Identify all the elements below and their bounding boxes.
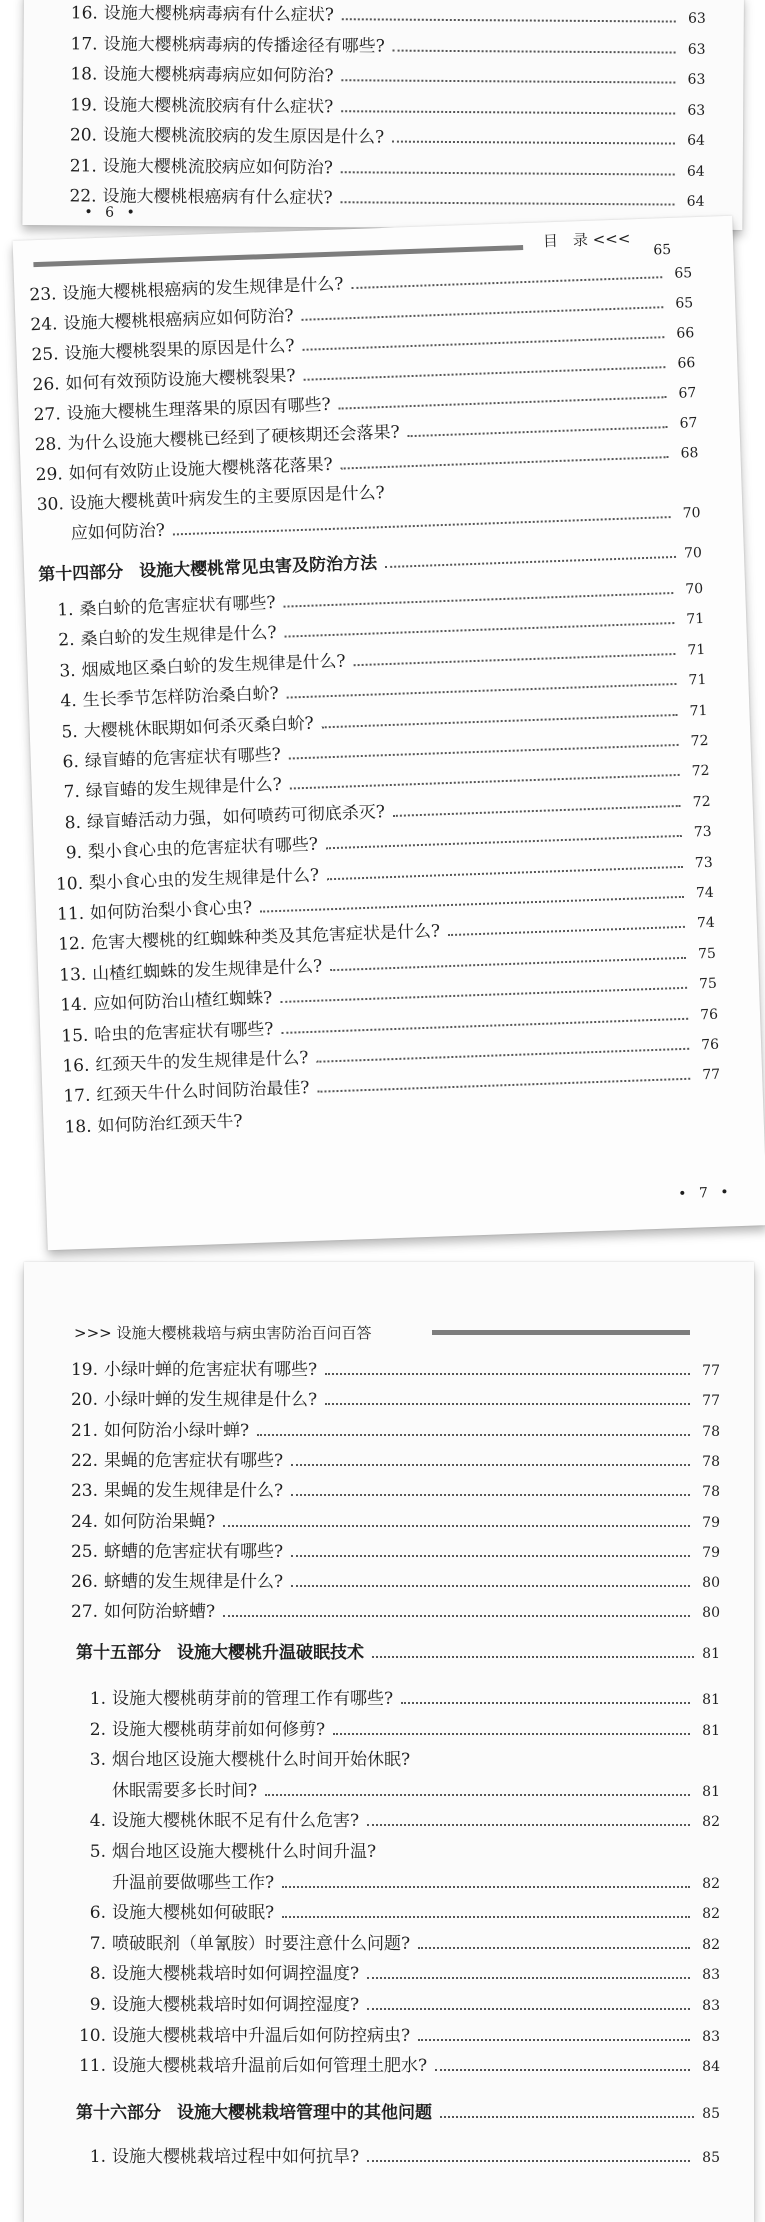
- page-folio: • 6 •: [84, 204, 139, 221]
- entry-number: 24.: [30, 314, 58, 336]
- toc-entry: [72, 2146, 720, 2169]
- dot-leader: [342, 18, 676, 22]
- entry-title: 设施大樱桃萌芽前的管理工作有哪些?: [112, 1689, 394, 1709]
- entry-page-number: 63: [687, 71, 706, 88]
- dot-leader: [392, 141, 675, 145]
- toc-entry: [64, 1389, 720, 1412]
- entry-page-number: 67: [679, 415, 698, 432]
- dot-leader: [287, 683, 677, 699]
- entry-page-number: 63: [687, 41, 706, 58]
- entry-number: 17.: [63, 1086, 91, 1108]
- entry-page-number: 71: [686, 611, 705, 628]
- toc-entry: [64, 1571, 720, 1594]
- dot-leader: [341, 79, 675, 83]
- entry-number: 16.: [62, 1055, 90, 1077]
- entry-number: 1.: [89, 1689, 106, 1709]
- dot-leader: [418, 2039, 690, 2041]
- dot-leader: [341, 110, 675, 114]
- dot-leader: [367, 1824, 690, 1826]
- entry-title: 烟台地区设施大樱桃什么时间开始休眠?: [112, 1750, 411, 1771]
- entry-number: 30.: [36, 494, 65, 516]
- entry-title: 设施大樱桃休眠不足有什么危害?: [112, 1811, 360, 1832]
- dot-leader: [260, 896, 684, 913]
- entry-page-number: 81: [702, 1783, 720, 1800]
- toc-page-7: [13, 216, 765, 1251]
- entry-title: 如何防治小绿叶蝉?: [104, 1420, 250, 1441]
- dot-leader: [354, 653, 676, 666]
- entry-number: 5.: [89, 1842, 106, 1862]
- entry-number: 26.: [70, 1572, 98, 1593]
- entry-title: 设施大樱桃栽培升温前后如何管理土肥水?: [112, 2056, 428, 2077]
- dot-leader: [303, 336, 665, 351]
- entry-title: 应如何防治山楂红蜘蛛?: [92, 988, 273, 1015]
- entry-number: 10.: [78, 2025, 106, 2046]
- dot-leader: [318, 1078, 691, 1093]
- part-label: 第十六部分: [76, 2103, 161, 2123]
- dot-leader: [284, 592, 674, 608]
- entry-title: 设施大樱桃生理落果的原因有哪些?: [66, 394, 331, 425]
- entry-page-number: 65: [675, 295, 694, 312]
- dot-leader: [282, 1886, 690, 1888]
- entry-number: 29.: [35, 464, 64, 486]
- entry-number: 12.: [57, 934, 86, 956]
- entry-number: 8.: [64, 812, 82, 834]
- entry-page-number: 63: [687, 102, 706, 119]
- entry-page-number: 75: [698, 975, 718, 993]
- entry-page-number: 74: [696, 915, 716, 932]
- dot-leader: [341, 456, 669, 469]
- entry-number: 22.: [70, 1450, 98, 1471]
- part-label: 第十五部分: [76, 1643, 161, 1663]
- entry-title: 设施大樱桃栽培过程中如何抗旱?: [112, 2147, 360, 2167]
- toc-entry: [72, 2055, 720, 2078]
- dot-leader: [385, 556, 676, 568]
- entry-page-number: 83: [702, 1967, 720, 1984]
- entry-number: 2.: [89, 1719, 106, 1740]
- entry-number: 19.: [70, 94, 98, 116]
- entry-number: 16.: [70, 3, 98, 24]
- entry-page-number: 64: [686, 193, 705, 210]
- entry-number: 9.: [65, 843, 83, 864]
- entry-number: 10.: [55, 873, 84, 895]
- entry-title: 如何防治红颈天牛?: [97, 1111, 243, 1137]
- entry-page-number: 82: [702, 1906, 720, 1923]
- entry-number: 15.: [60, 1025, 89, 1047]
- dot-leader: [289, 744, 679, 760]
- entry-page-number: 78: [702, 1453, 720, 1470]
- entry-page-number: 76: [700, 1036, 720, 1054]
- entry-page-number: 85: [702, 2150, 720, 2166]
- entry-number: 25.: [70, 1541, 98, 1562]
- entry-page-number: 73: [694, 854, 713, 872]
- entry-page-number: 80: [702, 1605, 720, 1622]
- entry-title: 山楂红蜘蛛的发生规律是什么?: [91, 956, 323, 985]
- entry-title: 蛴螬的发生规律是什么?: [104, 1572, 284, 1593]
- entry-title: 设施大樱桃根癌病有什么症状?: [102, 186, 333, 209]
- entry-number: 3.: [59, 660, 76, 682]
- entry-page-number: 76: [699, 1006, 719, 1023]
- part-title: 设施大樱桃常见虫害及防治方法: [138, 553, 378, 582]
- entry-page-number: 66: [676, 325, 695, 342]
- dot-leader: [339, 396, 667, 409]
- toc-entry: [63, 155, 705, 182]
- entry-number: 25.: [31, 344, 59, 366]
- toc-entry: [62, 185, 704, 212]
- toc-entry: [72, 1688, 720, 1711]
- entry-number: 2.: [58, 630, 75, 651]
- entry-number: 4.: [60, 691, 78, 712]
- entry-title: 绿盲蝽的危害症状有哪些?: [84, 744, 282, 772]
- entry-title: 危害大樱桃的红蜘蛛种类及其危害症状是什么?: [90, 921, 441, 954]
- toc-entry: [64, 1480, 720, 1503]
- entry-page-number: 68: [680, 445, 699, 462]
- toc-entry: [64, 1541, 720, 1564]
- entry-page-number: 63: [687, 10, 706, 27]
- dot-leader: [281, 1017, 688, 1033]
- entry-page-number: 71: [689, 702, 708, 720]
- part-page-number: 81: [702, 1646, 720, 1662]
- toc-entry: [64, 1601, 720, 1624]
- part-title: 设施大樱桃栽培管理中的其他问题: [177, 2103, 432, 2123]
- entry-title: 生长季节怎样防治桑白蚧?: [82, 684, 280, 711]
- toc-entry: [63, 94, 705, 121]
- entry-title: 设施大樱桃病毒病应如何防治?: [103, 64, 334, 87]
- entry-page-number: 67: [678, 385, 697, 402]
- part-heading: [76, 1642, 720, 1665]
- dot-leader: [282, 1916, 690, 1918]
- entry-page-number: 71: [688, 672, 707, 689]
- entry-title: 设施大樱桃根癌病应如何防治?: [63, 306, 294, 335]
- toc-entry: [64, 33, 706, 60]
- dot-leader: [352, 276, 663, 289]
- entry-title: 果蝇的危害症状有哪些?: [104, 1450, 284, 1471]
- entry-title: 设施大樱桃流胶病的发生原因是什么?: [102, 125, 385, 148]
- dot-leader: [448, 926, 685, 936]
- entry-number: 27.: [70, 1602, 98, 1623]
- dot-leader: [393, 49, 676, 53]
- entry-number: 18.: [70, 64, 98, 85]
- entry-page-number: 83: [702, 2028, 720, 2045]
- entry-number: 11.: [78, 2056, 106, 2077]
- dot-leader: [435, 2069, 690, 2071]
- entry-number: 1.: [89, 2147, 106, 2167]
- header-rule: [432, 1330, 690, 1335]
- entry-title: 如何防治蛴螬?: [104, 1602, 216, 1623]
- dot-leader: [327, 865, 683, 879]
- entry-page-number: 77: [702, 1363, 720, 1379]
- dot-leader: [372, 1656, 694, 1658]
- entry-page-number: 78: [702, 1484, 720, 1501]
- entry-title: 红颈天牛什么时间防治最佳?: [96, 1078, 310, 1106]
- dot-leader: [367, 2008, 690, 2010]
- entry-title: 设施大樱桃病毒病的传播途径有哪些?: [103, 34, 385, 57]
- entry-page-number: 79: [702, 1514, 720, 1531]
- dot-leader: [265, 1794, 690, 1796]
- entry-title: 应如何防治?: [70, 520, 166, 545]
- entry-number: 4.: [89, 1811, 106, 1832]
- entry-title: 大樱桃休眠期如何杀灭桑白蚧?: [83, 713, 315, 742]
- entry-number: 18.: [64, 1116, 92, 1138]
- entry-title: 设施大樱桃根癌病的发生规律是什么?: [62, 274, 344, 305]
- dot-leader: [285, 622, 675, 638]
- entry-title: 设施大樱桃栽培时如何调控湿度?: [112, 1995, 360, 2015]
- entry-title: 喷破眠剂（单氰胺）时要注意什么问题?: [112, 1933, 411, 1954]
- entry-number: 20.: [70, 1390, 98, 1411]
- entry-title: 设施大樱桃萌芽前如何修剪?: [112, 1719, 326, 1740]
- entry-number: 20.: [69, 125, 98, 146]
- dot-leader: [291, 1585, 690, 1587]
- toc-entry: [72, 2025, 720, 2048]
- running-header: 目 录 <<<: [542, 229, 631, 251]
- toc-entry: [72, 1719, 720, 1742]
- toc-page-6: [22, 0, 744, 230]
- entry-title: 设施大樱桃流胶病应如何防治?: [102, 156, 333, 178]
- entry-title: 升温前要做哪些工作?: [112, 1872, 275, 1893]
- entry-number: 1.: [56, 599, 74, 621]
- entry-title: 哈虫的危害症状有哪些?: [94, 1018, 274, 1046]
- entry-number: 21.: [69, 155, 97, 177]
- entry-page-number: 72: [690, 732, 709, 750]
- entry-page-number: 83: [702, 1998, 720, 2014]
- dot-leader: [302, 306, 664, 321]
- entry-number: 23.: [29, 284, 57, 306]
- dot-leader: [291, 1555, 690, 1557]
- toc-entry: [72, 1994, 720, 2017]
- dot-leader: [173, 516, 671, 535]
- header-rule: [33, 245, 523, 267]
- part-heading: [76, 2102, 720, 2125]
- toc-entry: [63, 63, 705, 90]
- toc-entry: [72, 1902, 720, 1925]
- entry-title: 烟台地区设施大樱桃什么时间升温?: [112, 1842, 377, 1862]
- dot-leader: [223, 1525, 690, 1527]
- entry-title: 梨小食心虫的危害症状有哪些?: [87, 834, 319, 863]
- entry-number: 26.: [32, 374, 60, 396]
- dot-leader: [325, 1373, 690, 1375]
- dot-leader: [291, 1464, 690, 1466]
- entry-page-number: 79: [702, 1544, 720, 1561]
- dot-leader: [304, 366, 666, 381]
- toc-entry: [72, 1963, 720, 1986]
- entry-page-number: 72: [691, 763, 710, 780]
- dot-leader: [393, 805, 681, 817]
- dot-leader: [367, 1977, 690, 1979]
- dot-leader: [317, 1048, 690, 1063]
- toc-entry: [63, 124, 705, 151]
- entry-title: 绿盲蝽的发生规律是什么?: [85, 775, 283, 803]
- entry-title: 绿盲蝽活动力强，如何喷药可彻底杀灭?: [86, 802, 386, 833]
- dot-leader: [326, 835, 682, 849]
- entry-number: 7.: [89, 1933, 106, 1954]
- entry-page-number: 80: [702, 1575, 720, 1592]
- entry-number: 22.: [69, 186, 97, 207]
- part-page-number: 70: [683, 545, 703, 562]
- dot-leader: [440, 2116, 694, 2118]
- entry-number: 7.: [63, 782, 81, 803]
- toc-entry: [64, 1450, 720, 1473]
- toc-entry: [64, 1420, 720, 1443]
- entry-number: 5.: [61, 721, 79, 743]
- dot-leader: [401, 1702, 690, 1704]
- dot-leader: [280, 987, 687, 1003]
- entry-title: 设施大樱桃栽培时如何调控温度?: [112, 1964, 360, 1985]
- entry-title: 如何有效预防设施大樱桃裂果?: [65, 366, 296, 395]
- entry-number: 19.: [70, 1360, 98, 1380]
- entry-title: 桑白蚧的危害症状有哪些?: [79, 592, 276, 620]
- entry-page-number: 82: [702, 1936, 720, 1953]
- entry-number: 3.: [89, 1750, 106, 1771]
- dot-leader: [291, 1494, 690, 1496]
- entry-title: 为什么设施大樱桃已经到了硬核期还会落果?: [67, 422, 400, 455]
- entry-page-number: 73: [693, 824, 712, 841]
- dot-leader: [333, 1733, 690, 1735]
- entry-title: 果蝇的发生规律是什么?: [104, 1481, 284, 1502]
- dot-leader: [290, 774, 680, 790]
- entry-title: 休眠需要多长时间?: [112, 1780, 258, 1801]
- entry-title: 蛴螬的危害症状有哪些?: [104, 1541, 284, 1562]
- entry-number: 6.: [62, 751, 80, 773]
- entry-page-number: 84: [702, 2059, 720, 2076]
- entry-page-number: 65: [674, 265, 693, 282]
- toc-entry: [64, 1359, 720, 1382]
- dot-leader: [367, 2160, 690, 2162]
- toc-entry: [64, 1511, 720, 1534]
- dot-leader: [408, 426, 668, 437]
- dot-leader: [257, 1434, 690, 1436]
- entry-number: 9.: [89, 1995, 106, 2015]
- toc-entry: [72, 1749, 720, 1771]
- entry-number: 23.: [70, 1481, 98, 1502]
- entry-title: 如何有效防止设施大樱桃落花落果?: [68, 454, 334, 485]
- entry-number: 27.: [33, 404, 62, 426]
- entry-number: 8.: [89, 1964, 106, 1985]
- entry-number: 13.: [58, 964, 87, 986]
- entry-title: 设施大樱桃栽培中升温后如何防控病虫?: [112, 2025, 411, 2046]
- toc-entry: [72, 1933, 720, 1956]
- entry-title: 桑白蚧的发生规律是什么?: [80, 623, 277, 651]
- toc-entry: [72, 1841, 720, 1863]
- entry-page-number: 64: [686, 163, 705, 180]
- part-title: 设施大樱桃升温破眠技术: [177, 1643, 364, 1663]
- entry-page-number: 82: [702, 1814, 720, 1831]
- entry-title: 烟威地区桑白蚧的发生规律是什么?: [81, 651, 346, 681]
- running-header: >>> 设施大樱桃栽培与病虫害防治百问百答: [74, 1324, 372, 1342]
- toc-page-8: [24, 1262, 754, 2222]
- part-page-number: 85: [702, 2106, 720, 2122]
- dot-leader: [418, 1947, 690, 1949]
- entry-number: 6.: [89, 1903, 106, 1924]
- dot-leader: [330, 957, 686, 971]
- part-label: 第十四部分: [37, 562, 124, 586]
- entry-number: 14.: [59, 994, 88, 1016]
- entry-page-number: 81: [702, 1722, 720, 1739]
- entry-number: 24.: [70, 1511, 98, 1532]
- entry-title: 梨小食心虫的发生规律是什么?: [88, 865, 320, 894]
- entry-page-number: 64: [687, 132, 706, 149]
- entry-page-number: 71: [687, 641, 706, 659]
- entry-title: 设施大樱桃流胶病有什么症状?: [103, 95, 334, 117]
- page-folio: • 7 •: [677, 1184, 733, 1203]
- dot-leader: [223, 1615, 690, 1617]
- entry-page-number: 82: [702, 1875, 720, 1892]
- entry-page-number: 72: [692, 793, 711, 811]
- toc-entry: [64, 2, 706, 29]
- entry-title: 红颈天牛的发生规律是什么?: [95, 1048, 309, 1076]
- entry-title: 设施大樱桃如何破眠?: [112, 1903, 275, 1924]
- toc-entry: [72, 1780, 720, 1803]
- entry-number: 28.: [34, 434, 63, 456]
- entry-page-number: 66: [677, 355, 696, 372]
- entry-title: 小绿叶蝉的危害症状有哪些?: [104, 1360, 318, 1380]
- entry-title: 设施大樱桃黄叶病发生的主要原因是什么?: [69, 483, 386, 515]
- entry-page-number: 74: [695, 884, 715, 902]
- dot-leader: [341, 201, 675, 205]
- entry-page-number: 77: [702, 1067, 721, 1084]
- entry-page-number: 78: [702, 1423, 720, 1440]
- top-page-number: 65: [653, 241, 672, 259]
- dot-leader: [341, 171, 675, 175]
- entry-page-number: 75: [697, 945, 717, 963]
- entry-page-number: 70: [682, 505, 701, 522]
- dot-leader: [322, 714, 678, 728]
- entry-page-number: 70: [685, 580, 704, 598]
- toc-entry: [72, 1810, 720, 1833]
- entry-number: 17.: [70, 33, 98, 55]
- entry-title: 如何防治果蝇?: [104, 1511, 216, 1532]
- entry-page-number: 77: [702, 1393, 720, 1410]
- entry-title: 小绿叶蝉的发生规律是什么?: [104, 1390, 318, 1411]
- entry-title: 设施大樱桃病毒病有什么症状?: [103, 3, 335, 26]
- entry-number: 21.: [70, 1420, 98, 1441]
- entry-number: 11.: [56, 903, 85, 925]
- dot-leader: [325, 1403, 690, 1405]
- toc-entry: [72, 1872, 720, 1895]
- entry-page-number: 81: [702, 1692, 720, 1708]
- entry-title: 如何防治梨小食心虫?: [89, 897, 253, 924]
- entry-title: 设施大樱桃裂果的原因是什么?: [64, 336, 295, 365]
